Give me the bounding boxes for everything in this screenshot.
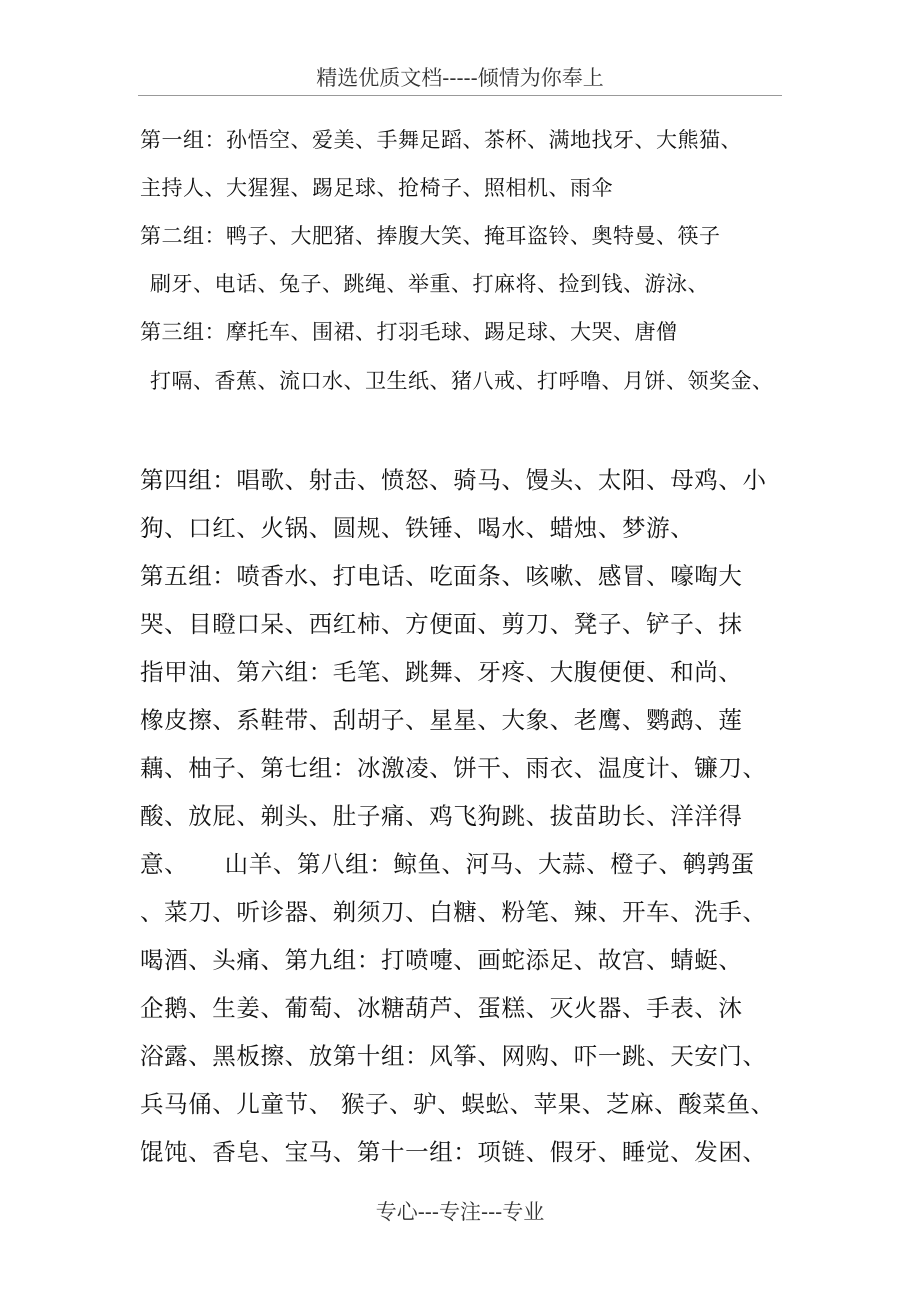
text-line-13: 藕、柚子、第七组：冰激凌、饼干、雨衣、温度计、镰刀、 — [140, 754, 767, 782]
text-line-17: 喝酒、头痛、第九组：打喷嚏、画蛇添足、故宫、蜻蜓、 — [140, 946, 743, 974]
text-line-8: 狗、口红、火锅、圆规、铁锤、喝水、蜡烛、梦游、 — [140, 514, 695, 542]
text-line-4: 刷牙、电话、兔子、跳绳、举重、打麻将、捡到钱、游泳、 — [150, 272, 709, 296]
text-line-14: 酸、放屁、剃头、肚子痛、鸡飞狗跳、拔苗助长、洋洋得 — [140, 802, 743, 830]
text-line-11: 指甲油、第六组：毛笔、跳舞、牙疼、大腹便便、和尚、 — [140, 658, 743, 686]
text-line-16: 、菜刀、听诊器、剃须刀、白糖、粉笔、辣、开车、洗手、 — [140, 898, 767, 926]
text-line-3: 第二组：鸭子、大肥猪、捧腹大笑、掩耳盗铃、奥特曼、筷子 — [140, 224, 721, 248]
text-line-9: 第五组：喷香水、打电话、吃面条、咳嗽、感冒、嚎啕大 — [140, 562, 743, 590]
text-line-6: 打嗝、香蕉、流口水、卫生纸、猪八戒、打呼噜、月饼、领奖金、 — [150, 369, 774, 393]
header-rule — [138, 95, 782, 96]
text-line-19: 浴露、黑板擦、放第十组：风筝、网购、吓一跳、天安门、 — [140, 1042, 767, 1070]
text-line-21: 馄饨、香皂、宝马、第十一组：项链、假牙、睡觉、发困、 — [140, 1138, 767, 1166]
text-line-2: 主持人、大猩猩、踢足球、抢椅子、照相机、雨伞 — [140, 176, 613, 200]
text-line-1: 第一组：孙悟空、爱美、手舞足蹈、茶杯、满地找牙、大熊猫、 — [140, 128, 742, 152]
page-footer: 专心---专注---专业 — [375, 1200, 545, 1224]
text-line-15: 意、 山羊、第八组：鲸鱼、河马、大蒜、橙子、鹌鹑蛋 — [140, 850, 755, 878]
text-line-18: 企鹅、生姜、葡萄、冰糖葫芦、蛋糕、灭火器、手表、沐 — [140, 994, 743, 1022]
text-line-20: 兵马俑、儿童节、 猴子、驴、蜈蚣、苹果、芝麻、酸菜鱼、 — [140, 1090, 775, 1118]
text-line-10: 哭、目瞪口呆、西红柿、方便面、剪刀、凳子、铲子、抹 — [140, 610, 743, 638]
text-line-7: 第四组：唱歌、射击、愤怒、骑马、馒头、太阳、母鸡、小 — [140, 466, 767, 494]
page-header: 精选优质文档-----倾情为你奉上 — [316, 66, 604, 90]
text-line-12: 橡皮擦、系鞋带、刮胡子、星星、大象、老鹰、鹦鹉、莲 — [140, 706, 743, 734]
text-line-5: 第三组：摩托车、围裙、打羽毛球、踢足球、大哭、唐僧 — [140, 320, 678, 344]
